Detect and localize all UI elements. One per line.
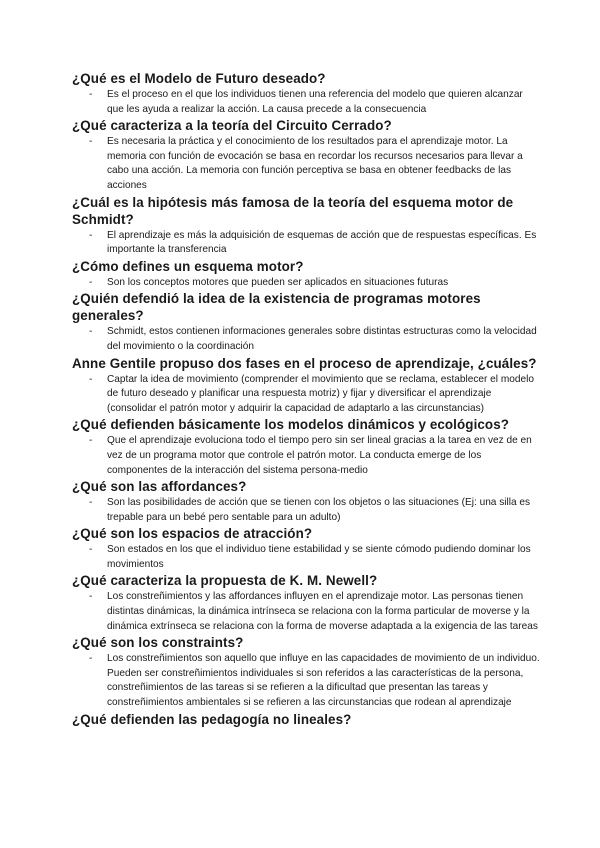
qa-item <box>72 258 540 291</box>
answer-text: Los constreñimientos y las affordances influyen en el aprendizaje motor. Las personas tienen distintas dinámicas, la dinámica intrínseca se relaciona con la forma particular de moverse y la dinámica extrínseca se relaciona con la forma de moverse adaptada a la exigencia de las tareas <box>107 591 538 632</box>
question-heading: ¿Qué defienden las pedagogía no lineales? <box>72 711 352 727</box>
answer-text: Son estados en los que el individuo tiene estabilidad y se siente cómodo pudiendo dominar los movimientos <box>107 544 531 570</box>
question-heading: ¿Qué es el Modelo de Futuro deseado? <box>72 71 326 86</box>
question-heading: ¿Cómo defines un esquema motor? <box>72 258 304 274</box>
answer-bullet <box>89 496 540 525</box>
qa-item <box>72 525 540 572</box>
question-heading: Anne Gentile propuso dos fases en el proceso de aprendizaje, ¿cuáles? <box>72 355 537 371</box>
bullet-dash: - <box>89 229 93 241</box>
question-heading: ¿Qué defienden básicamente los modelos dinámicos y ecológicos? <box>72 417 510 433</box>
answer-text: Es necesaria la práctica y el conocimiento de los resultados para el aprendizaje motor. La memoria con función de evocación se basa en recordar los recursos necesarios para llevar a cabo una acción. La memoria con función perceptiva se basa en obtener feedbacks de las acciones <box>107 136 523 191</box>
answer-bullet <box>89 373 540 417</box>
question-heading: ¿Cuál es la hipótesis más famosa de la teoría del esquema motor de Schmidt? <box>72 194 514 227</box>
answer-bullet <box>89 229 540 258</box>
bullet-dash: - <box>89 435 93 447</box>
question-heading: ¿Qué son los constraints? <box>72 635 244 651</box>
answer-text: El aprendizaje es más la adquisición de esquemas de acción que de respuestas específicas. Es importante la transferencia <box>107 229 537 256</box>
question-heading: ¿Qué son las affordances? <box>72 479 247 495</box>
question-heading: ¿Qué caracteriza a la teoría del Circuito Cerrado? <box>72 118 392 134</box>
answer-bullet <box>89 543 540 572</box>
question-heading: ¿Qué caracteriza la propuesta de K. M. Newell? <box>72 573 378 589</box>
qa-item <box>72 355 540 417</box>
answer-bullet <box>89 652 540 710</box>
qa-item <box>72 572 540 634</box>
bullet-dash: - <box>89 136 93 148</box>
answer-text: Son los conceptos motores que pueden ser aplicados en situaciones futuras <box>107 276 449 288</box>
question-heading: ¿Quién defendió la idea de la existencia de programas motores generales? <box>72 291 481 324</box>
answer-text: Los constreñimientos son aquello que influye en las capacidades de movimiento de un individuo. Pueden ser constreñimientos individuales si son referidos a las características de la persona, constreñimientos de las tareas si se refieren a la dificultad que presentan las tareas y constreñimientos ambientales si se refieren a las circunstancias que rodean al aprendizaje <box>107 653 540 709</box>
bullet-dash: - <box>89 373 93 385</box>
qa-item <box>72 117 540 193</box>
answer-bullet <box>89 434 540 478</box>
answer-bullet <box>89 276 540 291</box>
qa-item <box>72 416 540 478</box>
qa-item <box>72 194 540 258</box>
bullet-dash: - <box>89 89 93 100</box>
bullet-dash: - <box>89 544 93 556</box>
qa-item <box>72 290 540 354</box>
question-heading: ¿Qué son los espacios de atracción? <box>72 526 313 542</box>
qa-item <box>72 634 540 710</box>
answer-bullet <box>89 135 540 193</box>
answer-text: Es el proceso en el que los individuos tienen una referencia del modelo que quieren alcanzar que les ayuda a realizar la acción. La causa precede a la consecuencia <box>107 89 523 115</box>
answer-text: Son las posibilidades de acción que se tienen con los objetos o las situaciones (Ej: una silla es trepable para un bebé pero sentable para un adulto) <box>107 497 531 523</box>
bullet-dash: - <box>89 326 93 338</box>
answer-bullet <box>89 590 540 634</box>
answer-bullet <box>89 325 540 354</box>
answer-bullet <box>89 88 540 117</box>
bullet-dash: - <box>89 591 93 603</box>
bullet-dash: - <box>89 276 93 288</box>
answer-text: Que el aprendizaje evoluciona todo el tiempo pero sin ser lineal gracias a la tarea en vez de en vez de un programa motor que controle el patrón motor. La conducta emerge de los componentes de la interacción del sistema persona-medio <box>107 435 532 476</box>
bullet-dash: - <box>89 497 93 509</box>
qa-item <box>72 478 540 525</box>
answer-text: Captar la idea de movimiento (comprender el movimiento que se reclama, establecer el modelo de futuro deseado y planificar una respuesta motriz) y fijar y diversificar el aprendizaje (consolidar el patrón motor y adquirir la capacidad de adaptarlo a las circunstancias) <box>107 373 534 414</box>
answer-text: Schmidt, estos contienen informaciones generales sobre distintas estructuras como la velocidad del movimiento o la coordinación <box>107 326 537 352</box>
bullet-dash: - <box>89 653 93 665</box>
qa-item <box>72 711 540 728</box>
qa-item <box>72 70 540 117</box>
